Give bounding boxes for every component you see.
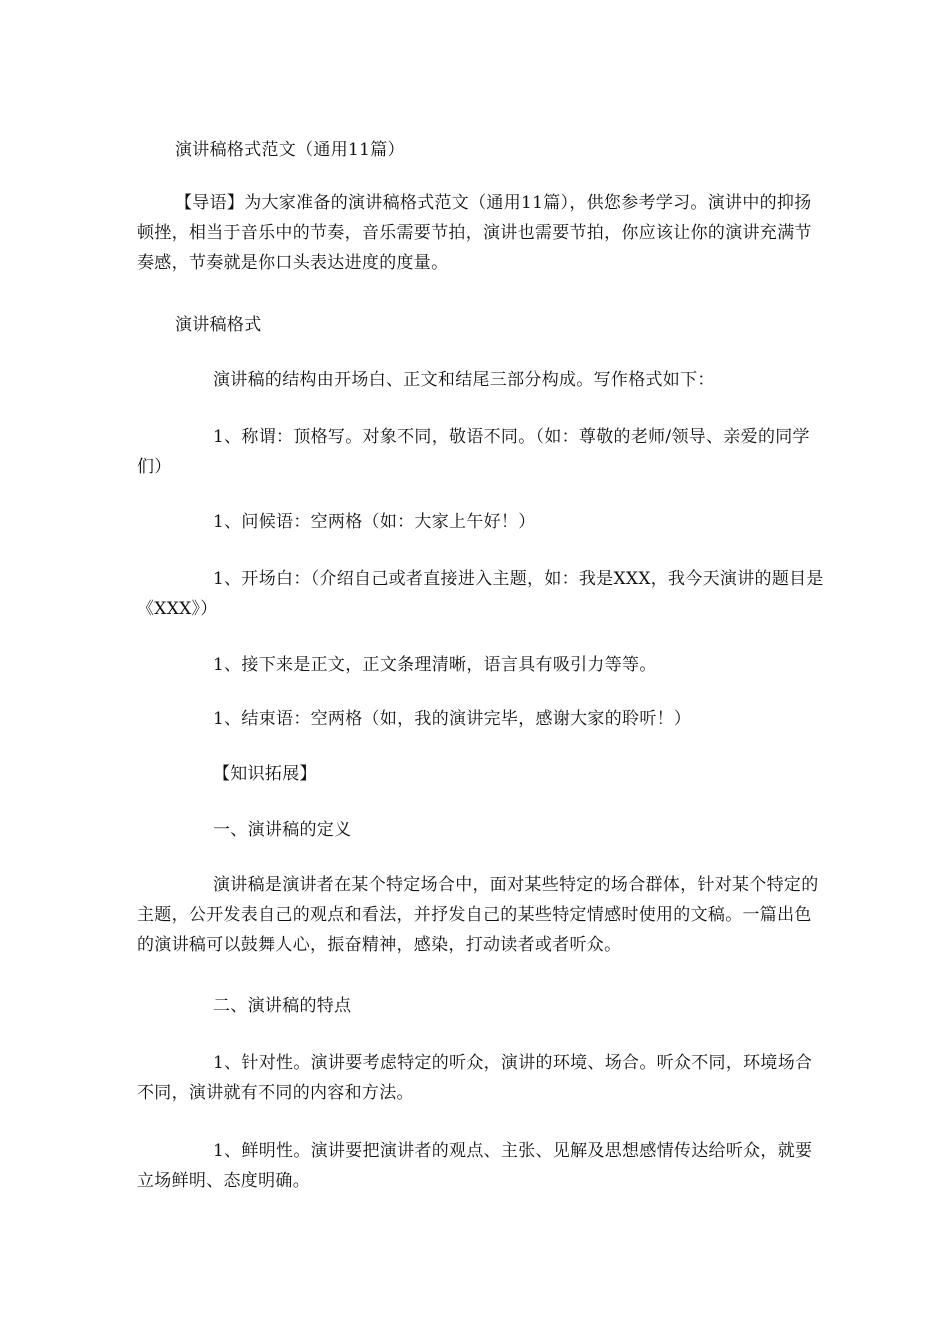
intro-paragraph: 【导语】为大家准备的演讲稿格式范文（通用11篇），供您参考学习。演讲中的抑扬顿挫，相当于音乐中的节奏，音乐需要节拍，演讲也需要节拍，你应该让你的演讲充满节奏感，节奏就是你口头表达进度的度量。 [137, 193, 812, 273]
format-item-closing: 1、结束语：空两格（如，我的演讲完毕，感谢大家的聆听！） [213, 709, 692, 729]
document-title: 演讲稿格式范文（通用11篇） [175, 140, 405, 160]
feature-targeted-paragraph: 1、针对性。演讲要考虑特定的听众，演讲的环境、场合。听众不同，环境场合不同，演讲就有不同的内容和方法。 [137, 1053, 813, 1103]
definition-paragraph: 演讲稿是演讲者在某个特定场合中，面对某些特定的场合群体，针对某个特定的主题，公开发表自己的观点和看法，并抒发自己的某些特定情感时使用的文稿。一篇出色的演讲稿可以鼓舞人心，振奋精神，感染，打动读者或者听众。 [137, 875, 819, 955]
feature-distinct-paragraph: 1、鲜明性。演讲要把演讲者的观点、主张、见解及思想感情传达给听众，就要立场鲜明、态度明确。 [137, 1141, 813, 1191]
format-item-salutation: 1、称谓：顶格写。对象不同，敬语不同。（如：尊敬的老师/领导、亲爱的同学们） [137, 427, 810, 477]
section-heading-format: 演讲稿格式 [175, 315, 262, 335]
format-item-greeting: 1、问候语：空两格（如：大家上午好！） [213, 512, 536, 532]
format-item-opening: 1、开场白：（介绍自己或者直接进入主题，如：我是XXX，我今天演讲的题目是《XXX》） [137, 569, 824, 619]
structure-paragraph: 演讲稿的结构由开场白、正文和结尾三部分构成。写作格式如下： [213, 370, 715, 390]
knowledge-heading: 【知识拓展】 [213, 764, 317, 784]
features-heading: 二、演讲稿的特点 [213, 996, 352, 1016]
definition-heading: 一、演讲稿的定义 [213, 820, 352, 840]
format-item-body: 1、接下来是正文，正文条理清晰，语言具有吸引力等等。 [213, 655, 657, 675]
